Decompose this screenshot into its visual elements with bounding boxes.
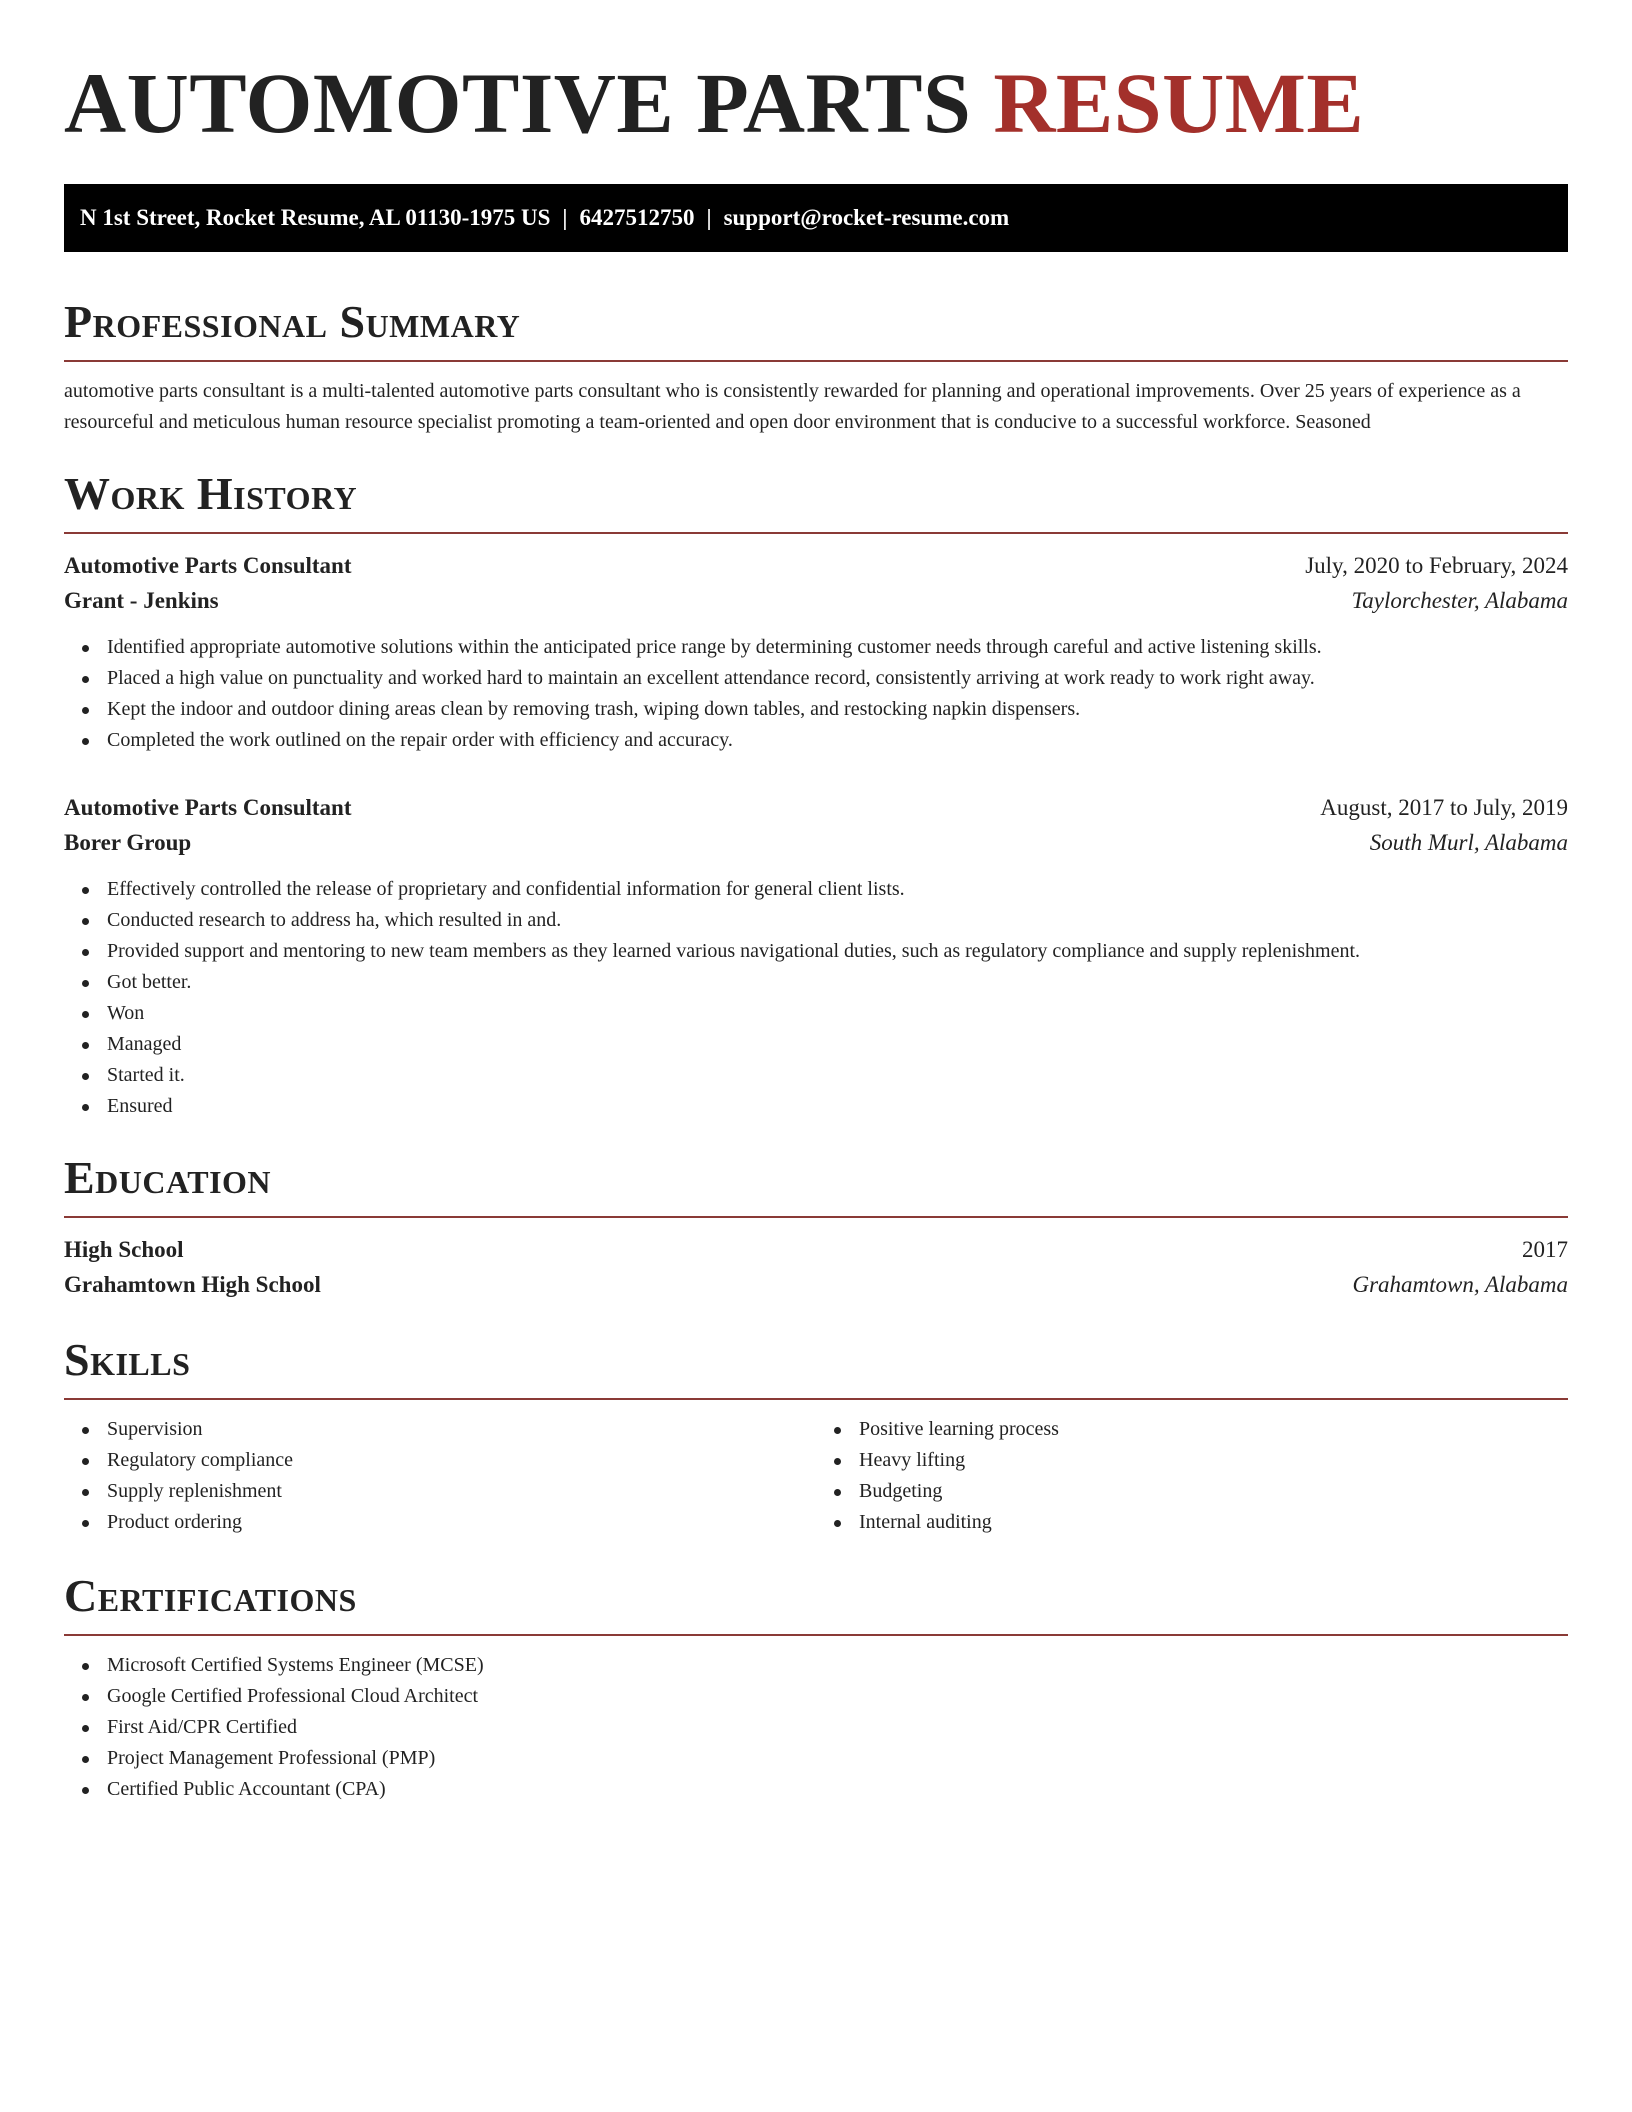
skills-heading: Skills bbox=[64, 1334, 191, 1385]
section-divider bbox=[64, 1398, 1568, 1400]
certifications-heading: Certifications bbox=[64, 1570, 357, 1621]
education-degree: High School bbox=[64, 1237, 184, 1262]
job-bullet: Ensured bbox=[107, 1091, 1568, 1122]
education-degree-row bbox=[64, 1232, 1568, 1267]
certification-item: Google Certified Professional Cloud Architect bbox=[107, 1681, 1568, 1712]
section-divider bbox=[64, 1634, 1568, 1636]
education-location: Grahamtown, Alabama bbox=[1352, 1272, 1568, 1297]
contact-phone[interactable]: 6427512750 bbox=[579, 205, 695, 230]
title-main: AUTOMOTIVE PARTS bbox=[64, 55, 972, 151]
job-company-row bbox=[64, 583, 1568, 618]
job-header-row bbox=[64, 548, 1568, 583]
job-bullet: Effectively controlled the release of proprietary and confidential information for general client lists. bbox=[107, 874, 1568, 905]
skill-item: Budgeting bbox=[859, 1476, 1568, 1507]
education-school: Grahamtown High School bbox=[64, 1272, 321, 1297]
job-header-row bbox=[64, 790, 1568, 825]
job-title: Automotive Parts Consultant bbox=[64, 795, 352, 820]
job-location: South Murl, Alabama bbox=[1369, 830, 1568, 855]
certification-item: First Aid/CPR Certified bbox=[107, 1712, 1568, 1743]
skill-item: Positive learning process bbox=[859, 1414, 1568, 1445]
contact-separator: | bbox=[706, 205, 712, 230]
job-bullet: Identified appropriate automotive solutions within the anticipated price range by determining customer needs through careful and active listening skills. bbox=[107, 632, 1568, 663]
summary-section bbox=[64, 296, 1568, 438]
summary-heading: Professional Summary bbox=[64, 296, 521, 347]
job-bullets bbox=[64, 874, 1568, 1122]
contact-bar bbox=[64, 184, 1568, 252]
resume-title bbox=[64, 52, 1568, 154]
job-bullet: Conducted research to address ha, which resulted in and. bbox=[107, 905, 1568, 936]
section-divider bbox=[64, 1216, 1568, 1218]
job-dates: July, 2020 to February, 2024 bbox=[1305, 553, 1568, 578]
title-accent: RESUME bbox=[993, 55, 1365, 151]
summary-text: automotive parts consultant is a multi-talented automotive parts consultant who is consistently rewarded for planning and operational improvements. Over 25 years of experience as a resourceful and meticulous human resource specialist promoting a team-oriented and open door environment that is conducive to a successful workforce. Seasoned bbox=[64, 380, 1521, 433]
job-company: Borer Group bbox=[64, 830, 192, 855]
work-history-heading: Work History bbox=[64, 468, 358, 519]
skill-item: Supply replenishment bbox=[107, 1476, 816, 1507]
education-heading: Education bbox=[64, 1152, 272, 1203]
job-company: Grant - Jenkins bbox=[64, 588, 219, 613]
contact-email[interactable]: support@rocket-resume.com bbox=[723, 205, 1010, 230]
job-bullet: Won bbox=[107, 998, 1568, 1029]
job-entry bbox=[64, 548, 1568, 756]
education-school-row bbox=[64, 1267, 1568, 1302]
job-bullet: Placed a high value on punctuality and worked hard to maintain an excellent attendance record, consistently arriving at work ready to work right away. bbox=[107, 663, 1568, 694]
skill-item: Heavy lifting bbox=[859, 1445, 1568, 1476]
job-bullet: Managed bbox=[107, 1029, 1568, 1060]
education-year: 2017 bbox=[1522, 1237, 1568, 1262]
skills-grid bbox=[64, 1414, 1568, 1538]
work-history-section bbox=[64, 468, 1568, 1122]
certification-item: Project Management Professional (PMP) bbox=[107, 1743, 1568, 1774]
certification-item: Microsoft Certified Systems Engineer (MCSE) bbox=[107, 1650, 1568, 1681]
job-bullets bbox=[64, 632, 1568, 756]
contact-address: N 1st Street, Rocket Resume, AL 01130-1975 US bbox=[80, 205, 551, 230]
job-bullet: Started it. bbox=[107, 1060, 1568, 1091]
job-title: Automotive Parts Consultant bbox=[64, 553, 352, 578]
skill-item: Product ordering bbox=[107, 1507, 816, 1538]
job-dates: August, 2017 to July, 2019 bbox=[1320, 795, 1568, 820]
job-bullet: Got better. bbox=[107, 967, 1568, 998]
education-section bbox=[64, 1152, 1568, 1302]
section-divider bbox=[64, 360, 1568, 362]
skills-list-right bbox=[816, 1414, 1568, 1538]
job-entry bbox=[64, 790, 1568, 1122]
skill-item: Regulatory compliance bbox=[107, 1445, 816, 1476]
section-divider bbox=[64, 532, 1568, 534]
skill-item: Supervision bbox=[107, 1414, 816, 1445]
skills-section bbox=[64, 1334, 1568, 1538]
skills-list-left bbox=[64, 1414, 816, 1538]
certifications-section bbox=[64, 1570, 1568, 1805]
job-bullet: Kept the indoor and outdoor dining areas clean by removing trash, wiping down tables, and restocking napkin dispensers. bbox=[107, 694, 1568, 725]
job-location: Taylorchester, Alabama bbox=[1351, 588, 1568, 613]
job-bullet: Completed the work outlined on the repair order with efficiency and accuracy. bbox=[107, 725, 1568, 756]
job-company-row bbox=[64, 825, 1568, 860]
certification-item: Certified Public Accountant (CPA) bbox=[107, 1774, 1568, 1805]
contact-separator: | bbox=[562, 205, 568, 230]
certifications-list bbox=[64, 1650, 1568, 1805]
skill-item: Internal auditing bbox=[859, 1507, 1568, 1538]
job-bullet: Provided support and mentoring to new team members as they learned various navigational duties, such as regulatory compliance and supply replenishment. bbox=[107, 936, 1568, 967]
